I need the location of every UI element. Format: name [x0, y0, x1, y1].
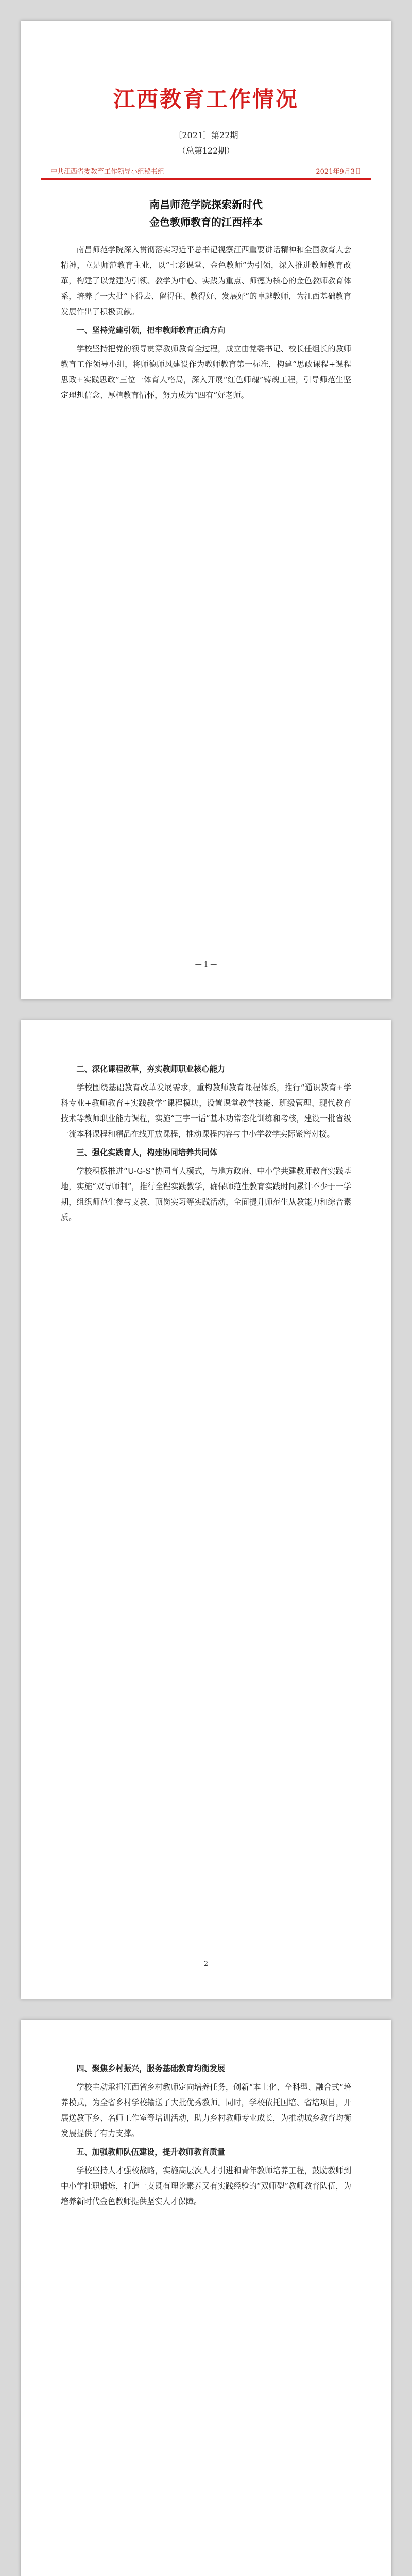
paragraph: 学校围绕基础教育改革发展需求，重构教师教育课程体系，推行“通识教育+学科专业+教师教育+实践教学”课程模块，设置课堂教学技能、班级管理、现代教育技术等教师职业能力课程，实施“三字一话”基本功常态化训练和考核，建设一批省级一流本科课程和精品在线开放课程，推动课程内容与中小学教学实际紧密对接。: [61, 1083, 351, 1139]
paragraph: 学校主动承担江西省乡村教师定向培养任务，创新“本土化、全科型、融合式”培养模式，为全省乡村学校输送了大批优秀教师。同时，学校依托国培、省培项目，开展送教下乡、名师工作室等培训活动，助力乡村教师专业成长，为推动城乡教育均衡发展提供了有力支撑。: [61, 2082, 351, 2138]
total-issue-number: （总第122期）: [177, 146, 235, 156]
page-2-body: [61, 1061, 351, 1228]
paragraph: 学校积极推进“U-G-S”协同育人模式，与地方政府、中小学共建教师教育实践基地，实施“双导师制”，推行全程实践教学，确保师范生教育实践时间累计不少于一学期，组织师范生参与支教、顶岗实习等实践活动，全面提升师范生从教能力和综合素质。: [61, 1166, 351, 1222]
page-1-body: [61, 242, 351, 406]
document-page-3: [21, 2020, 391, 2576]
section-heading: 三、强化实践育人，构建协同培养共同体: [76, 1148, 217, 1157]
masthead: 江西教育工作情况: [113, 87, 299, 112]
issue-number: 〔2021〕第22期: [174, 130, 238, 140]
title-line-1: 南昌师范学院探索新时代: [149, 198, 263, 211]
issue-date: 2021年9月3日: [316, 168, 362, 176]
header-rule: [41, 178, 371, 180]
page-number: — 2 —: [195, 1960, 217, 1968]
issuer-row: [50, 166, 362, 176]
paragraph: 学校坚持人才强校战略，实施高层次人才引进和青年教师培养工程，鼓励教师到中小学挂职锻炼，打造一支既有理论素养又有实践经验的“双师型”教师教育队伍，为培养新时代金色教师提供坚实人才保障。: [61, 2166, 351, 2206]
document-page-2: [21, 1020, 391, 1999]
page-number: — 1 —: [195, 961, 217, 969]
article-title: [21, 196, 391, 231]
section-heading: 一、坚持党建引领，把牢教师教育正确方向: [76, 326, 225, 335]
section-heading: 二、深化课程改革，夯实教师职业核心能力: [76, 1064, 225, 1074]
document-page-1: [21, 21, 391, 999]
title-line-2: 金色教师教育的江西样本: [149, 216, 263, 228]
paragraph: 南昌师范学院深入贯彻落实习近平总书记视察江西重要讲话精神和全国教育大会精神，立足师范教育主业，以“七彩课堂、金色教师”为引领，深入推进教师教育改革，构建了以党建为引领、教学为中心、实践为重点、师德为核心的金色教师教育体系，培养了一大批“下得去、留得住、教得好、发展好”的卓越教师，为江西基础教育发展作出了积极贡献。: [61, 245, 351, 316]
issuer: 中共江西省委教育工作领导小组秘书组: [50, 168, 165, 176]
paragraph: 学校坚持把党的领导贯穿教师教育全过程，成立由党委书记、校长任组长的教师教育工作领导小组，将师德师风建设作为教师教育第一标准，构建“思政课程+课程思政+实践思政”三位一体育人格局，深入开展“红色师魂”铸魂工程，引导师范生坚定理想信念、厚植教育情怀，努力成为“四有”好老师。: [61, 344, 351, 400]
section-heading: 四、聚焦乡村振兴，服务基础教育均衡发展: [76, 2064, 225, 2073]
section-heading: 五、加强教师队伍建设，提升教师教育质量: [76, 2147, 225, 2157]
page-3-body: [61, 2061, 351, 2212]
